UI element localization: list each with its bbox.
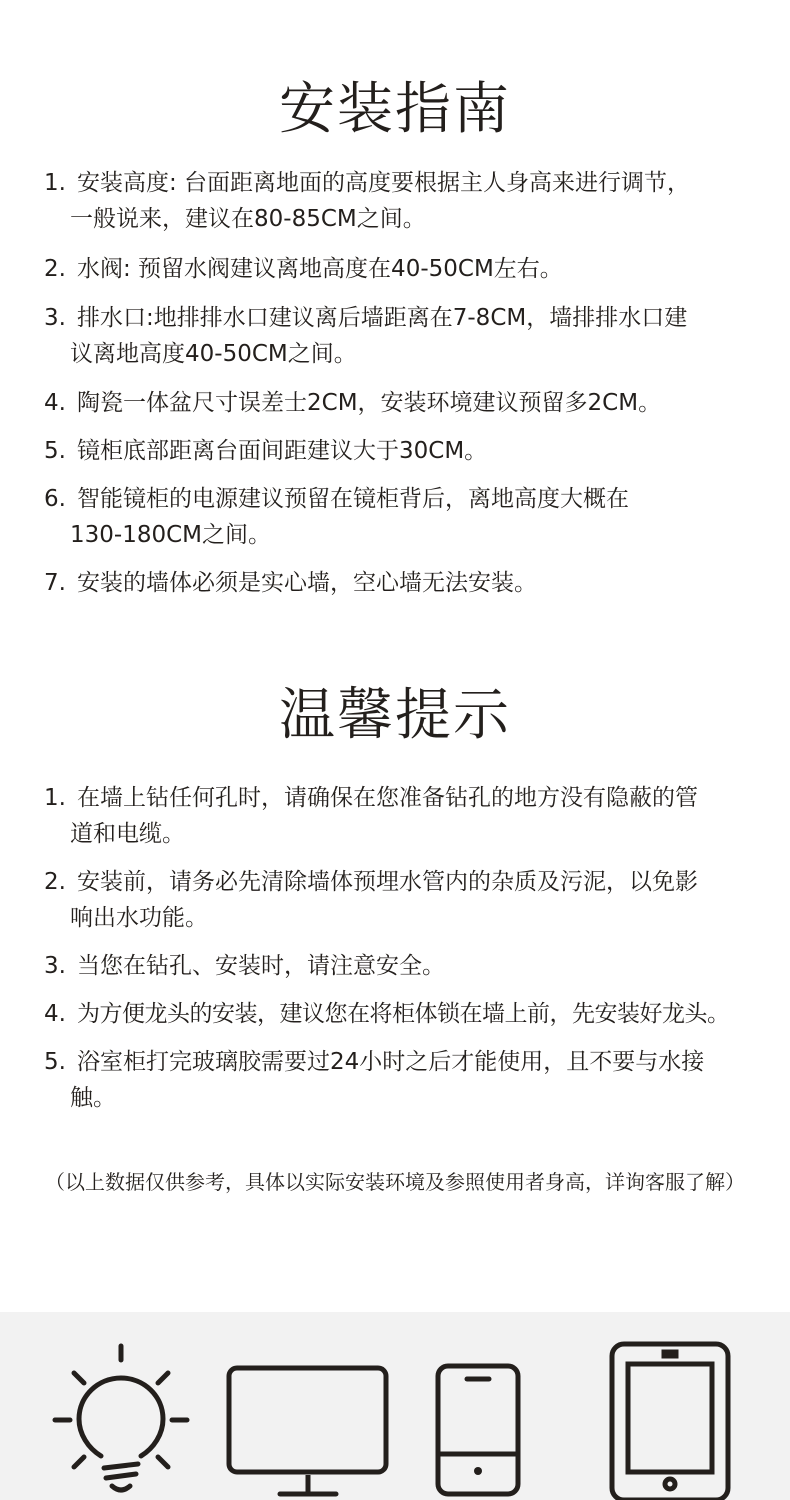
item-number: 5. <box>44 438 66 464</box>
item-text-line: 镜柜底部距离台面间距建议大于30CM。 <box>77 438 488 464</box>
tips-title: 温馨提示 <box>279 683 511 748</box>
smartphone-icon <box>438 1366 518 1494</box>
list-item <box>0 165 790 237</box>
item-text-line: 当您在钻孔、安装时，请注意安全。 <box>77 953 445 979</box>
item-number: 4. <box>44 390 66 416</box>
list-item <box>0 780 790 852</box>
device-icons <box>0 1312 790 1500</box>
item-text-line: 响出水功能。 <box>70 905 208 931</box>
tips-list <box>0 780 790 1116</box>
list-item <box>0 565 790 601</box>
item-text-line: 在墙上钻任何孔时，请确保在您准备钻孔的地方没有隐蔽的管 <box>77 785 698 811</box>
item-text-line: 水阀: 预留水阀建议离地高度在40-50CM左右。 <box>77 256 563 282</box>
device-icon-band <box>0 1312 790 1500</box>
item-text-line: 安装高度: 台面距离地面的高度要根据主人身高来进行调节， <box>77 170 691 196</box>
list-item <box>0 300 790 372</box>
list-item <box>0 433 790 469</box>
item-text-line: 浴室柜打完玻璃胶需要过24小时之后才能使用，且不要与水接 <box>77 1049 705 1075</box>
item-text-line: 一般说来，建议在80-85CM之间。 <box>70 206 426 232</box>
install-guide-list <box>0 165 790 601</box>
item-number: 3. <box>44 305 66 331</box>
item-number: 7. <box>44 570 66 596</box>
list-item <box>0 385 790 421</box>
reference-note: （以上数据仅供参考，具体以实际安装环境及参照使用者身高，详询客服了解） <box>45 1170 745 1194</box>
list-item <box>0 481 790 553</box>
list-item <box>0 948 790 984</box>
list-item <box>0 251 790 287</box>
item-number: 2. <box>44 256 66 282</box>
item-text-line: 智能镜柜的电源建议预留在镜柜背后，离地高度大概在 <box>77 486 629 512</box>
item-text-line: 安装的墙体必须是实心墙，空心墙无法安装。 <box>77 570 537 596</box>
item-number: 6. <box>44 486 66 512</box>
item-text-line: 为方便龙头的安装，建议您在将柜体锁在墙上前，先安装好龙头。 <box>77 1001 730 1027</box>
item-number: 3. <box>44 953 66 979</box>
monitor-icon <box>229 1368 386 1494</box>
list-item <box>0 864 790 936</box>
item-number: 4. <box>44 1001 66 1027</box>
item-text-line: 陶瓷一体盆尺寸误差士2CM，安装环境建议预留多2CM。 <box>77 390 662 416</box>
list-item <box>0 996 790 1032</box>
tablet-icon <box>612 1344 728 1500</box>
item-text-line: 排水口:地排排水口建议离后墙距离在7-8CM，墙排排水口建 <box>77 305 688 331</box>
item-text-line: 130-180CM之间。 <box>70 522 272 548</box>
item-text-line: 安装前，请务必先清除墙体预埋水管内的杂质及污泥，以免影 <box>77 869 698 895</box>
install-guide-title: 安装指南 <box>279 77 511 142</box>
item-number: 5. <box>44 1049 66 1075</box>
light-bulb-icon <box>55 1346 187 1490</box>
list-item <box>0 1044 790 1116</box>
item-number: 1. <box>44 785 66 811</box>
item-number: 1. <box>44 170 66 196</box>
item-text-line: 议离地高度40-50CM之间。 <box>70 341 357 367</box>
item-text-line: 触。 <box>70 1085 116 1111</box>
item-text-line: 道和电缆。 <box>70 821 185 847</box>
item-number: 2. <box>44 869 66 895</box>
